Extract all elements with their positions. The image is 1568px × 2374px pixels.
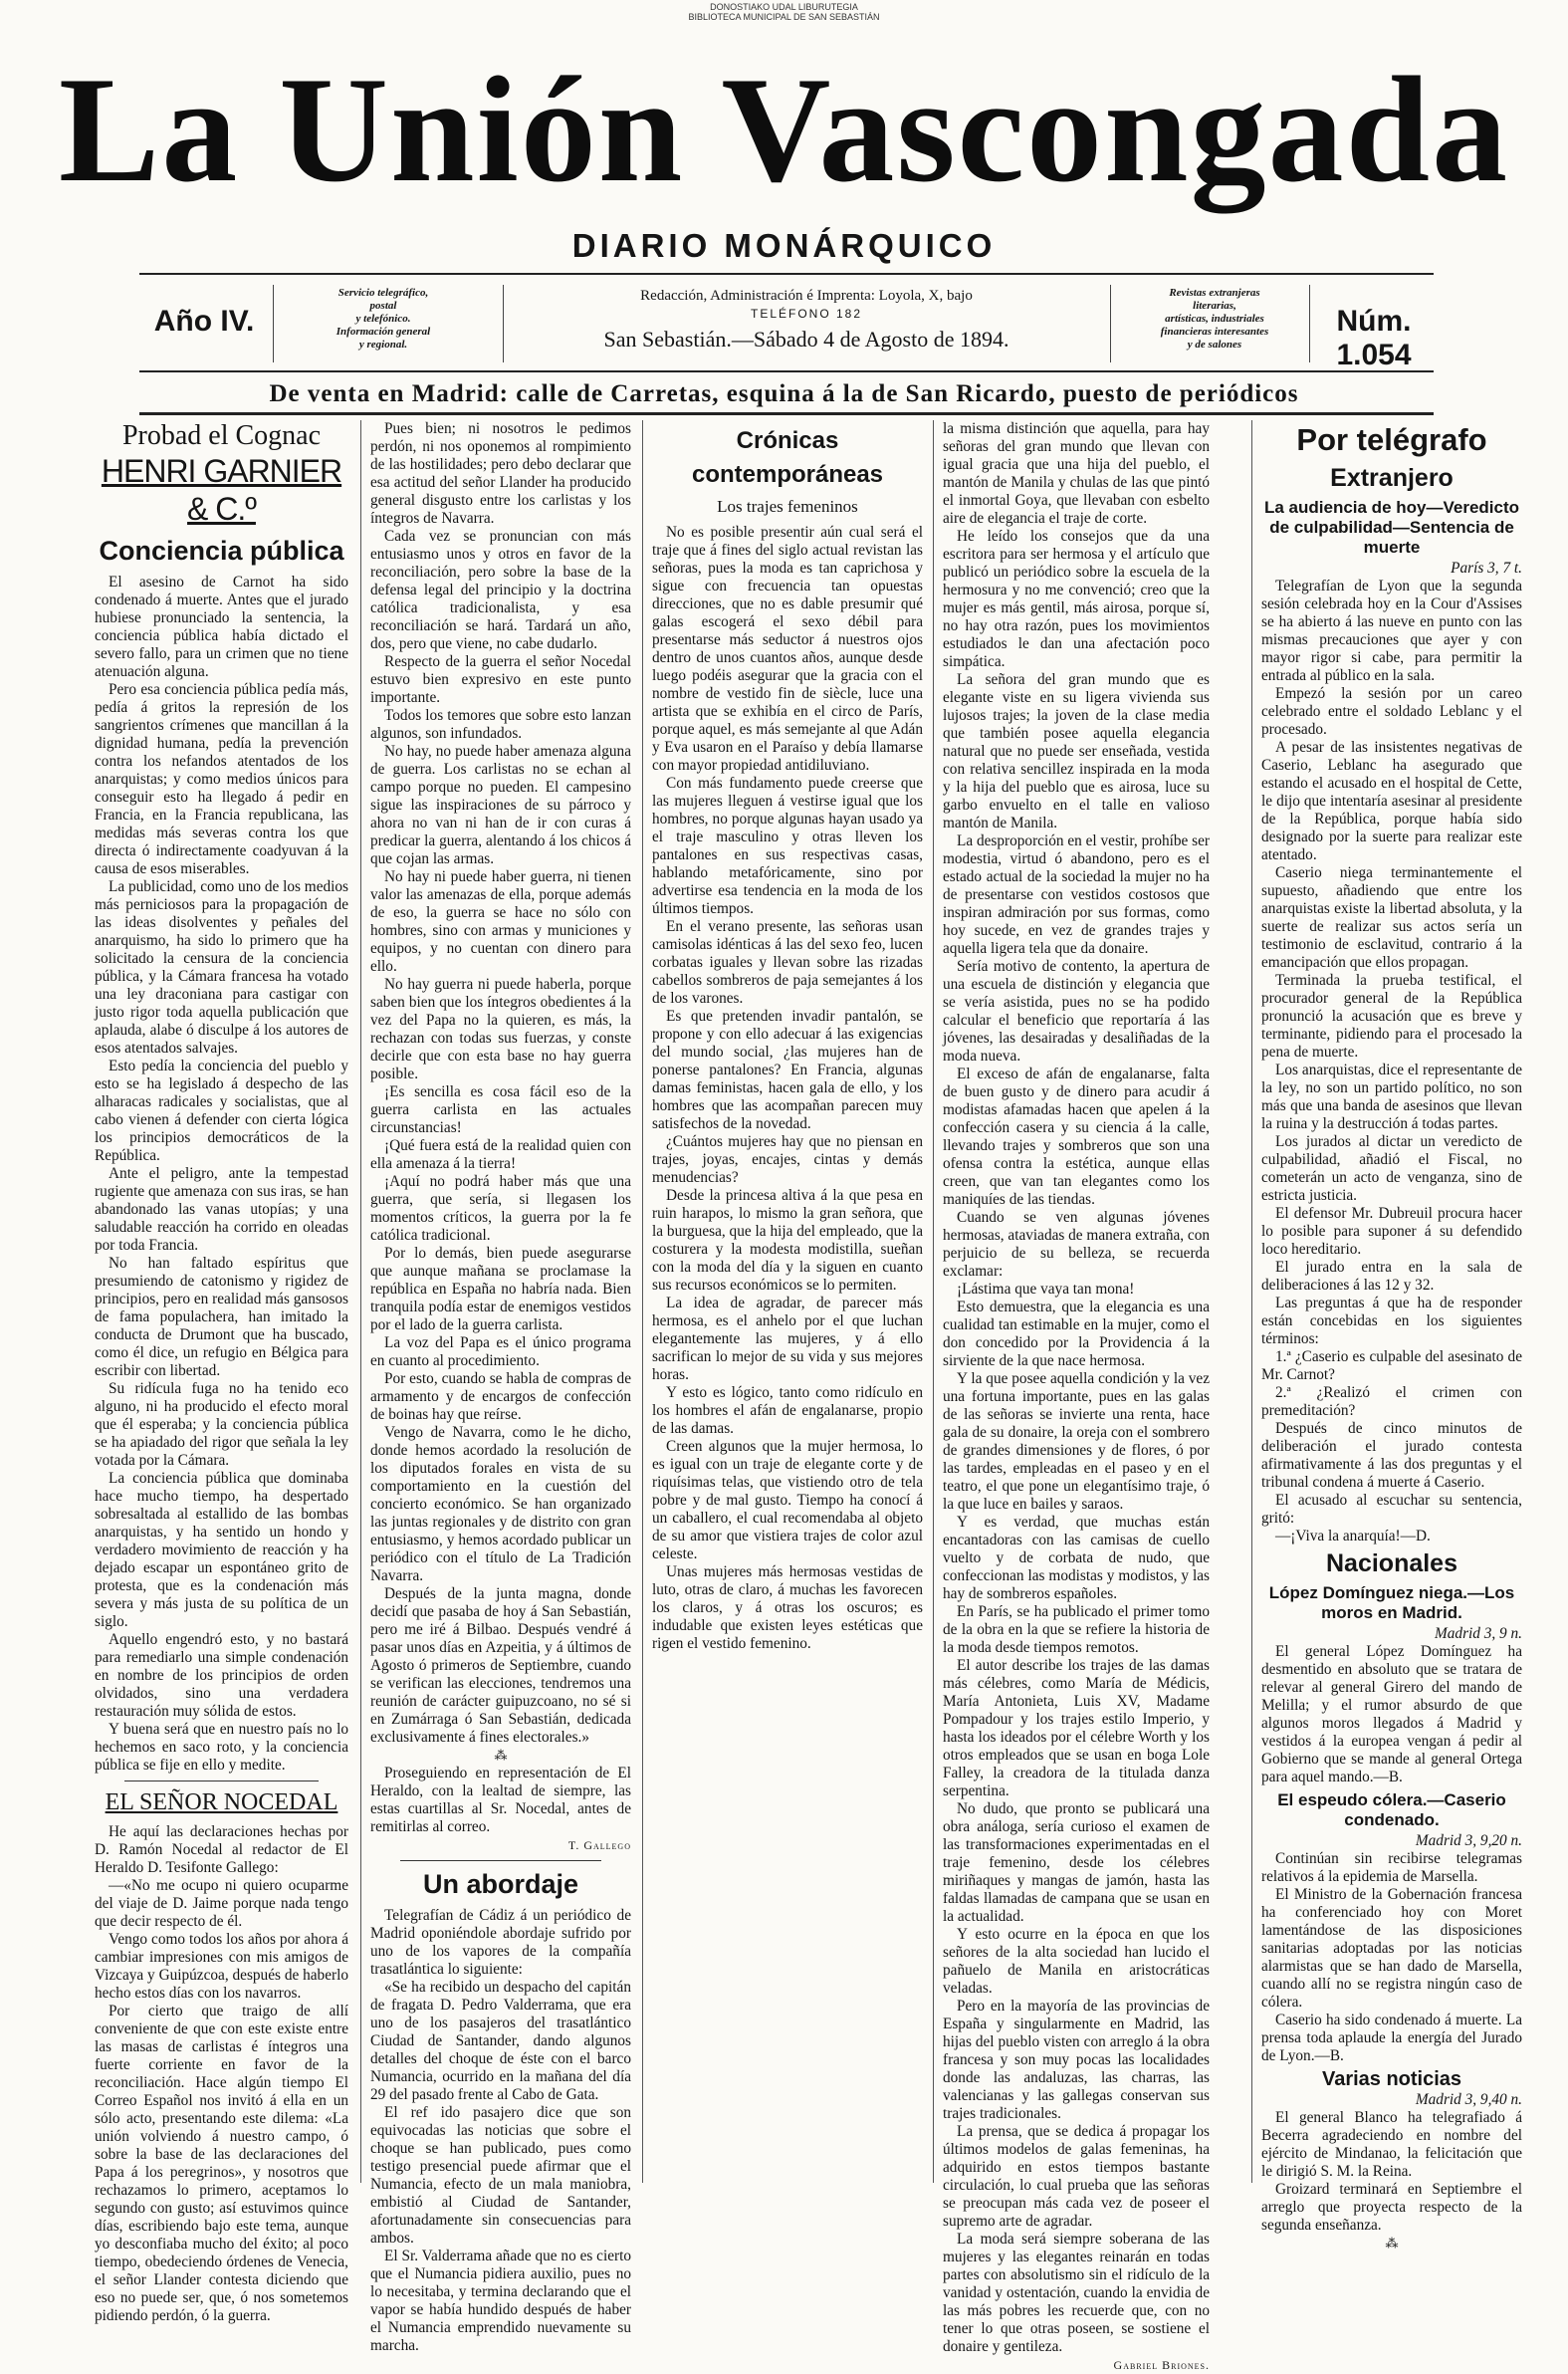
services-line: postal: [369, 300, 397, 312]
paragraph: Los jurados al dictar un veredicto de culpabilidad, añadió el Fiscal, no cometerán un acto de venganza, sino de estricta justicia.: [1261, 1133, 1522, 1204]
reviews-line: literarias,: [1193, 300, 1236, 312]
paragraph: No han faltado espíritus que presumiendo de catonismo y rigidez de principios, pero en realidad más gansosos de fama populachera, han imitado la conducta de Drumont que ha buscado, como él dice, un refugio en Bélgica para escribir con libertad.: [95, 1255, 348, 1379]
paragraph: ¡Qué fuera está de la realidad quien con ella amenaza á la tierra!: [370, 1137, 631, 1172]
paragraph: ¡Aquí no podrá haber más que una guerra, que sería, si llegasen los momentos críticos, la guerra por la fe católica tradicional.: [370, 1173, 631, 1244]
paragraph: —«No me ocupo ni quiero ocuparme del viaje de D. Jaime porque nada tengo que decir respecto de él.: [95, 1877, 348, 1930]
article-subheading: Los trajes femeninos: [717, 497, 858, 516]
cognac-ad-line1: Probad el Cognac: [121, 420, 322, 451]
paragraph: Empezó la sesión por un careo celebrado entre el soldado Leblanc y el procesado.: [1261, 685, 1522, 738]
library-stamp: [0, 2, 1568, 22]
paragraph: El Sr. Valderrama añade que no es cierto que el Numancia pidiera auxilio, pues no lo necesitaba, y termina declarando que el vapor se había hundido después de haber el Numancia emprendido nuevamente su marcha.: [370, 2248, 631, 2354]
paragraph: No es posible presentir aún cual será el traje que á fines del siglo actual revistan las señoras, pues la moda es tan caprichosa y sigue con frecuencia tan opuestas direcciones, que no es dable presumir qué galas escogerá el sexo débil para presentarse más seductor á nuestros ojos dentro de unos cuantos años, aunque desde luego podéis asegurar que la gracia con el nombre de vestido fin de siècle, luce una artista que se exhibía en el circo de París, porque aquel, es más semejante al que Adán y Eva usaron en el Paraíso y debía llamarse con mayor propiedad antidiluviano.: [652, 524, 923, 774]
info-divider: [1110, 285, 1111, 362]
paragraph: Por cierto que traigo de allí conveniente de que con este existe entre las masas de carlistas é íntegros una fuerte corriente en favor de la reconciliación. Hace algún tiempo El Correo Español nos invitó á ella en un sólo acto, presentando este dilema: «La unión volviendo á nuestro campo, ó sobre la base de las declaraciones del Papa á los peregrinos», y nosotros que rechazamos lo primero, aceptamos lo segundo con gusto; así estuvimos quince días, escribiendo bajo este tema, aunque yo desconfiaba mucho del éxito; al poco tiempo, obedeciendo órdenes de Venecia, el señor Llander contesta diciendo que eso no puede ser, que, ó nos sometemos pidiendo perdón, ó la guerra.: [95, 2003, 348, 2324]
paragraph: No hay guerra ni puede haberla, porque saben bien que los íntegros obedientes á la vez del Papa no la quieren, es más, la rechazan con todas sus fuerzas, y conste decirle que con esta base no hay guerra posible.: [370, 976, 631, 1082]
reviews-line: artísticas, industriales: [1165, 313, 1264, 325]
paragraph: Esto demuestra, que la elegancia es una cualidad tan estimable en la mujer, como el don concedido por la Providencia á la sirviente de la que nace hermosa.: [943, 1299, 1210, 1369]
paragraph: Ante el peligro, ante la tempestad rugiente que amenaza con sus iras, se han abandonado las vanas utopías; y una saludable reacción ha corrido en oleadas por toda Francia.: [95, 1165, 348, 1254]
paragraph: La conciencia pública que dominaba hace mucho tiempo, ha despertado sobresaltada al estallido de las bombas anarquistas, y ha sentido un hondo y verdadero movimiento de reacción y ha dejado escapar un espontáneo grito de protesta, que es la condenación más severa y más justa de su política de un siglo.: [95, 1470, 348, 1630]
info-bar: [139, 281, 1434, 371]
paragraph: El asesino de Carnot ha sido condenado á muerte. Antes que el jurado hubiese pronunciado la sentencia, la conciencia pública había dictado el severo fallo, para un crimen que no tiene atenuación alguna.: [95, 574, 348, 680]
services-line: y regional.: [358, 339, 408, 351]
paragraph: He leído los consejos que da una escritora para ser hermosa y el artículo que publicó un periódico sobre la escuela de la hermosura y no me convenció; creo que la mujer es más gentil, más airosa, porque sí, no hay otra razón, pues los movimientos estudiados le dan una afectación poco simpática.: [943, 528, 1210, 670]
paragraph: No dudo, que pronto se publicará una obra análoga, sería curioso el examen de las transformaciones experimentadas en el traje femenino, desde los célebres miriñaques y mangas de jamón, hasta las faldas llamadas de campana que se usan en la actualidad.: [943, 1800, 1210, 1925]
paragraph: Creen algunos que la mujer hermosa, lo es igual con un traje de elegante corte y de riquísimas telas, que vistiendo otro de tela pobre y de mal gusto. Tiempo ha conocí á un caballero, el cual recomendaba al objeto de su amor que vistiera trajes de color azul celeste.: [652, 1438, 923, 1562]
section-heading: Extranjero: [1330, 464, 1454, 492]
paragraph: Esto pedía la conciencia del pueblo y esto se ha legislado á despecho de las alharacas radicales y socialistas, que al cabo vienen á defender con cierta lógica los principios democráticos de la República.: [95, 1058, 348, 1164]
paragraph: La señora del gran mundo que es elegante viste en su ligera vivienda sus lujosos trajes; la joven de la clase media que también posee aquella elegancia natural que no puede ser enseñada, vestida con relativa sencillez inspirada en la moda y la hija del pueblo que es airosa, luce su garbo envuelto en el talle en valioso mantón de Manila.: [943, 671, 1210, 831]
paragraph: El autor describe los trajes de las damas más célebres, como María de Médicis, María Antonieta, Luis XV, Madame Pompadour y los trajes estilo Imperio, y hasta los ideados por el célebre Worth y los otros empleados que se usan en boga Lole Falley, la creadora de la titulada danza serpentina.: [943, 1657, 1210, 1799]
paragraph: Por lo demás, bien puede asegurarse que aunque mañana se proclamase la república en España no habría nada. Bien tranquila podía estar de enemigos vestidos por el lado de la guerra carlista.: [370, 1245, 631, 1333]
paragraph: Aquello engendró esto, y no bastará para remediarlo una simple condenación en nombre de los principios de orden olvidados, sino una verdadera restauración muy sólida de estos.: [95, 1631, 348, 1720]
news-headline: Varias noticias: [1321, 2068, 1462, 2090]
column-divider: [360, 420, 361, 2183]
paragraph: No hay, no puede haber amenaza alguna de guerra. Los carlistas no se echan al campo porque no pueden. El campesino sigue las inspiraciones de su párroco y ahora no van ni han de ir con curas á predicar la guerra, alentando á los chicos á que cojan las armas.: [370, 743, 631, 867]
paragraph: —¡Viva la anarquía!—D.: [1275, 1528, 1431, 1544]
phone: TELÉFONO 182: [750, 307, 863, 321]
paragraph: Todos los temores que sobre esto lanzan algunos, son infundados.: [370, 707, 631, 742]
paragraph: No hay ni puede haber guerra, ni tienen valor las amenazas de ella, porque además de eso, la guerra se hace no sólo con hombres, sino con armas y municiones y equipos, y no cuentan con dinero para ello.: [370, 868, 631, 975]
issue-year: Año IV.: [153, 305, 255, 338]
column-1: [95, 420, 348, 2324]
services-box: [279, 287, 488, 352]
signature: Gabriel Briones.: [1113, 2358, 1210, 2372]
info-divider: [503, 285, 504, 362]
paragraph: Desde la princesa altiva á la que pesa en ruin harapos, lo mismo la gran señora, que la burguesa, que la hija del empleado, que la costurera y la modesta modistilla, sueñan con la moda del día y la siguen en cuanto sus recursos económicos se lo permiten.: [652, 1187, 923, 1294]
paragraph: Groizard terminará en Septiembre el arreglo que proyecta respecto de la segunda enseñanza.: [1261, 2181, 1522, 2234]
info-divider: [273, 285, 274, 362]
section-heading: Nacionales: [1325, 1549, 1457, 1577]
paragraph: Es que pretenden invadir pantalón, se propone y con ello adecuar á las exigencias del mundo social, ¿las mujeres han de ponerse pantalones? En Francia, algunas damas feministas, hacen gala de ello, y los hombres que las acompañan parecen muy satisfechos de la novedad.: [652, 1008, 923, 1132]
paragraph: Sería motivo de contento, la apertura de una escuela de distinción y elegancia que se vería asistida, pues no se ha podido calcular el beneficio que reportaría á las jóvenes, las desairadas y desaliñadas de la moda nueva.: [943, 958, 1210, 1065]
paragraph: El general Blanco ha telegrafiado á Becerra agradeciendo en nombre del ejército de Mindanao, la felicitación que le dirigió S. M. la Reina.: [1261, 2109, 1522, 2180]
paragraph: El jurado entra en la sala de deliberaciones á las 12 y 32.: [1261, 1259, 1522, 1294]
paragraph: la misma distinción que aquella, para hay señoras del gran mundo que llevan con igual gracia que una hija del pueblo, el mantón de Manila y chulas de las que pintó el inmortal Goya, que llevaban con esbelto aire de elegancia el traje de corte.: [943, 420, 1210, 527]
column-3: [652, 420, 923, 2183]
reviews-line: financieras interesantes: [1160, 326, 1269, 338]
paragraph: La prensa, que se dedica á propagar los últimos modelos de galas femeninas, ha adquirido en estos tiempos bastante circulación, lo cual prueba que las señoras se preocupan más cada vez de poseer el supremo arte de agradar.: [943, 2123, 1210, 2230]
top-rule: [139, 273, 1434, 275]
issue-date: San Sebastián.—Sábado 4 de Agosto de 1894.: [603, 327, 1009, 352]
reviews-line: Revistas extranjeras: [1169, 287, 1260, 299]
dateline: Madrid 3, 9,40 n.: [1415, 2091, 1522, 2108]
paragraph: La voz del Papa es el único programa en cuanto al procedimiento.: [370, 1334, 631, 1369]
paragraph: Los anarquistas, dice el representante de la ley, no son un partido político, no son más que una banda de asesinos que llevan la ruina y la destrucción á todas partes.: [1261, 1062, 1522, 1132]
dateline: París 3, 7 t.: [1451, 560, 1522, 577]
paragraph: La idea de agradar, de parecer más hermosa, es el anhelo por el que luchan elegantemente las mujeres, y á ello sacrifican lo mejor de su vida y sus mejores horas.: [652, 1295, 923, 1383]
masthead-title: La Unión Vascongada: [58, 46, 1510, 213]
services-line: Información general: [336, 326, 431, 338]
paragraph: Con más fundamento puede creerse que las mujeres lleguen á vestirse igual que los hombres, no porque algunas hayan usado ya el traje masculino y otras lleven los pantalones en sus respectivas casas, hablando metafóricamente, sino por advertirse esa tendencia en la moda de los últimos tiempos.: [652, 775, 923, 917]
paragraph: Vengo como todos los años por ahora á cambiar impresiones con mis amigos de Vizcaya y Guipúzcoa, después de haberlo hecho estos días con los navarros.: [95, 1931, 348, 2002]
news-headline: López Domínguez niega.—Los moros en Madrid.: [1268, 1583, 1515, 1622]
dateline: Madrid 3, 9 n.: [1435, 1625, 1522, 1642]
info-divider: [1309, 285, 1310, 362]
article-heading: Un abordaje: [422, 1869, 579, 1899]
paragraph: Después de la junta magna, donde decidí que pasaba de hoy á San Sebastián, pero me iré á Bilbao. Después vendré á pasar unos días en Azpeitia, y á últimos de Agosto ó primeros de Septiembre, cuando se verifican las elecciones, tendremos una reunión de carácter guipuzcoano, no sé si en Zumárraga ó San Sebastián, dedicada exclusivamente á fines electorales.»: [370, 1585, 631, 1746]
address-box: [518, 287, 1095, 352]
paragraph: El ref ido pasajero dice que son equivocadas las noticias que sobre el choque se han publicado, pues como testigo presencial puede afirmar que el Numancia, efecto de un mala maniobra, embistió al Ciudad de Santander, afortunadamente sin consecuencias para ambos.: [370, 2104, 631, 2247]
column-divider: [1251, 420, 1252, 2183]
paragraph: Y es verdad, que muchas están encantadoras con las camisas de cuello vuelto y de corbata de nudo, que confeccionan las modistas y modistos, y las hay de sombreros españoles.: [943, 1514, 1210, 1602]
paragraph: En París, se ha publicado el primer tomo de la obra en la que se refiere la historia de la moda desde tiempos remotos.: [943, 1603, 1210, 1656]
paragraph: Pero esa conciencia pública pedía más, pedía á gritos la represión de los sangrientos crímenes que mancillan á la dignidad humana, pedía la prevención contra los nefandos atentados de los anarquistas; y como medios únicos para conseguir esto ha llegado á pedir en Francia, en la Francia republicana, las medidas más severas contra los que directa ó indirectamente coadyuvan á la causa de esos miserables.: [95, 681, 348, 877]
paragraph: Y buena será que en nuestro país no lo hechemos en saco roto, y la conciencia pública se fije en ello y medite.: [95, 1721, 348, 1774]
stamp-line-2: BIBLIOTECA MUNICIPAL DE SAN SEBASTIÁN: [688, 12, 880, 22]
paragraph: Telegrafían de Lyon que la segunda sesión celebrada hoy en la Cour d'Assises se ha abierto á las nueve en punto con las mismas precauciones que ayer y con mayor rigor si cabe, para permitir la entrada al público en la sala.: [1261, 578, 1522, 684]
paragraph: Cuando se ven algunas jóvenes hermosas, ataviadas de manera extraña, con perjuicio de su belleza, se recuerda exclamar:: [943, 1209, 1210, 1280]
article-heading: Crónicas contemporáneas: [691, 427, 884, 488]
column-divider: [933, 420, 934, 2183]
news-headline: La audiencia de hoy—Veredicto de culpabilidad—Sentencia de muerte: [1263, 498, 1520, 557]
paragraph: Unas mujeres más hermosas vestidas de luto, otras de claro, á muchas les favorecen los claros, y á otras los oscuros; es indudable que existen leyes estéticas que rigen el vestido femenino.: [652, 1563, 923, 1652]
paragraph: Vengo de Navarra, como le he dicho, donde hemos acordado la resolución de los diputados forales en vista de su comportamiento en la cuestión del concierto económico. Se han organizado las juntas regionales y de distrito con gran entusiasmo, y hemos acordado publicar un periódico con el título de La Tradición Navarra.: [370, 1424, 631, 1584]
paragraph: La publicidad, como uno de los medios más perniciosos para la propagación de las ideas disolventes y peñales del anarquismo, ha sido lo primero que ha solicitado la censura de la conciencia pública, y la Cámara francesa ha votado una ley draconiana para castigar con justo rigor toda aquella publicación que aplauda, alabe ó disculpe á los autores de esos atentados salvajes.: [95, 878, 348, 1057]
paragraph: El exceso de afán de engalanarse, falta de buen gusto y de dinero para acudir á modistas afamadas hacen que apelen á la confección casera y su ciencia á la calle, llevando trajes y sombreros que son una ofensa contra la estética, aunque ellas creen, que van tan elegantes como los maniquíes de las tiendas.: [943, 1066, 1210, 1208]
paragraph: 1.ª ¿Caserio es culpable del asesinato de Mr. Carnot?: [1261, 1348, 1522, 1383]
divider: [400, 1860, 601, 1861]
asterism: ⁂: [494, 1748, 508, 1763]
column-5: [1261, 420, 1522, 2251]
services-line: Servicio telegráfico,: [337, 287, 429, 299]
paragraph: Caserio ha sido condenado á muerte. La prensa toda aplaude la energía del Jurado de Lyon.—B.: [1261, 2012, 1522, 2064]
paragraph: Por esto, cuando se habla de compras de armamento y de encargos de confección de boinas hay que reírse.: [370, 1370, 631, 1423]
paragraph: Respecto de la guerra el señor Nocedal estuvo bien expresivo en este punto importante.: [370, 653, 631, 706]
paragraph: Cada vez se pronuncian con más entusiasmo unos y otros en favor de la reconciliación, pero sobre la base de la defensa legal del principio y la doctrina católica tradicionalista, y esa reconciliación se hará. Tardará un año, dos, pero que viene, no cabe dudarlo.: [370, 528, 631, 652]
article-heading: Conciencia pública: [99, 536, 344, 566]
paragraph: ¡Lástima que vaya tan mona!: [957, 1281, 1135, 1298]
paragraph: El Ministro de la Gobernación francesa ha conferenciado hoy con Moret lamentándose de las disposiciones sanitarias adoptadas por las noticias alarmistas que se han dado de Marsella, cuando allí no se registra ningún caso de cólera.: [1261, 1886, 1522, 2011]
paragraph: ¿Cuántos mujeres hay que no piensan en trajes, joyas, encajes, cintas y demás menudencias?: [652, 1133, 923, 1186]
paragraph: La desproporción en el vestir, prohíbe ser modestia, virtud ó abandono, pero es el estado actual de la sociedad la mujer no ha de presentarse con vestidos costosos que inspiran admiración por sus formas, como hoy sucede, en vez de grandes trajes y aquella ligera tela que da donaire.: [943, 832, 1210, 957]
paragraph: «Se ha recibido un despacho del capitán de fragata D. Pedro Valderrama, que era uno de los pasajeros del trasatlántico Ciudad de Santander, dando algunos detalles del choque de éste con el barco Numancia, ocurrido en la mañana del día 29 del pasado frente al Cabo de Gata.: [370, 1979, 631, 2103]
signature: T. Gallego: [567, 1838, 631, 1852]
paragraph: Continúan sin recibirse telegramas relativos á la epidemia de Marsella.: [1261, 1850, 1522, 1885]
paragraph: Pues bien; ni nosotros le pedimos perdón, ni nos oponemos al rompimiento de las hostilidades; pero debo declarar que esa actitud del señor Llander ha producido general disgusto entre los carlistas y los íntegros de Navarra.: [370, 420, 631, 527]
reviews-box: [1125, 287, 1304, 352]
masthead-subtitle: DIARIO MONÁRQUICO: [571, 227, 997, 264]
asterism: ⁂: [1385, 2236, 1399, 2251]
paragraph: Caserio niega terminantemente el supuesto, añadiendo que entre los anarquistas existe la libertad absoluta, y la suerte de realizar sus actos sería un testimonio de esclavitud, contrario á la emancipación que ellos propagan.: [1261, 864, 1522, 971]
column-4: [943, 420, 1210, 2372]
paragraph: En el verano presente, las señoras usan camisolas idénticas á las del sexo feo, lucen corbatas iguales y llevan sobre las rizadas cabellos sombreros de paja semejantes á los de los varones.: [652, 918, 923, 1007]
dateline: Madrid 3, 9,20 n.: [1415, 1832, 1522, 1849]
paragraph: A pesar de las insistentes negativas de Caserio, Leblanc ha asegurado que estando el acusado en el hospital de Cette, le dijo que intentaría asesinar al presidente de la República, porque había sido designado por la suerte para realizar este atentado.: [1261, 739, 1522, 863]
news-headline: El espeudo cólera.—Caserio condenado.: [1277, 1790, 1506, 1829]
paragraph: Después de cinco minutos de deliberación el jurado contesta afirmativamente á las dos preguntas y el tribunal condena á muerte á Caserio.: [1261, 1420, 1522, 1491]
section-heading: Por telégrafo: [1296, 422, 1487, 457]
paragraph: Terminada la prueba testifical, el procurador general de la República pronunció la acusación que es breve y terminante, pidiendo para el procesado la pena de muerte.: [1261, 972, 1522, 1061]
paragraph: Y la que posee aquella condición y la vez una fortuna importante, pues en las galas de las señoras se invierte una renta, hace gala de su donaire, la oreja con el sombrero de grandes dimensiones y de flores, ó por las tardes, empleadas en el paseo y en el teatro, el que pone un elegantísimo traje, ó la que luce en bailes y saraos.: [943, 1370, 1210, 1513]
paragraph: Proseguiendo en representación de El Heraldo, con la lealtad de siempre, las estas cuartillas al Sr. Nocedal, antes de remitirlas al correo.: [370, 1765, 631, 1835]
paragraph: Su ridícula fuga no ha tenido eco alguno, ni ha producido el efecto moral que él esperaba; y la conciencia pública se ha apiadado del rigor que señala la ley votada por la Cámara.: [95, 1380, 348, 1469]
paragraph: 2.ª ¿Realizó el crimen con premeditación?: [1261, 1384, 1522, 1419]
bottom-rule: [139, 412, 1434, 415]
paragraph: Las preguntas á que ha de responder están concebidas en los siguientes términos:: [1261, 1295, 1522, 1347]
stamp-line-1: DONOSTIAKO UDAL LIBURUTEGIA: [710, 2, 858, 12]
address: Redacción, Administración é Imprenta: Loyola, X, bajo: [640, 288, 973, 304]
article-heading: EL SEÑOR NOCEDAL: [105, 1789, 338, 1815]
paragraph: Y esto ocurre en la época en que los señores de la alta sociedad han lucido el pañuelo de Manila en aristocráticas veladas.: [943, 1926, 1210, 1997]
paragraph: La moda será siempre soberana de las mujeres y las elegantes reinarán en todas partes con absolutismo sin el ridículo de la vanidad y ostentación, cuando la envidia de las más pobres les recuerde que, con no tener lo que otras poseen, se sostiene el donaire y gentileza.: [943, 2231, 1210, 2355]
column-divider: [642, 420, 643, 2183]
cognac-ad-brand: HENRI GARNIER & C.º: [101, 453, 342, 527]
paragraph: Y esto es lógico, tanto como ridículo en los hombres el afán de engalanarse, propio de las damas.: [652, 1384, 923, 1437]
services-line: y telefónico.: [355, 313, 411, 325]
paragraph: He aquí las declaraciones hechas por D. Ramón Nocedal al redactor de El Heraldo D. Tesifonte Gallego:: [95, 1823, 348, 1876]
reviews-line: y de salones: [1187, 339, 1242, 351]
paragraph: El acusado al escuchar su sentencia, gritó:: [1261, 1492, 1522, 1527]
paragraph: ¡Es sencilla es cosa fácil eso de la guerra carlista en las actuales circunstancias!: [370, 1083, 631, 1136]
mid-rule: [139, 370, 1434, 372]
paragraph: El defensor Mr. Dubreuil procura hacer lo posible para suponer á su defendido loco hereditario.: [1261, 1205, 1522, 1258]
sale-notice: De venta en Madrid: calle de Carretas, esquina á la de San Ricardo, puesto de periódicos: [269, 380, 1299, 407]
column-2: [370, 420, 631, 2354]
paragraph: El general López Domínguez ha desmentido en absoluto que se tratara de relevar al general Girero del mando de Melilla; y el rumor absurdo de que algunos moros llegados á Madrid y vestidos á la europea vengan á pedir al Gobierno que se mande al general Ortega para aquel mando.—B.: [1261, 1643, 1522, 1785]
paragraph: Pero en la mayoría de las provincias de España y singularmente en Madrid, las hijas del pueblo visten con arreglo á la obra francesa y son muy pocas las localidades donde las andaluzas, las charras, las valencianas y las gallegas conservan sus trajes tradicionales.: [943, 1998, 1210, 2122]
issue-number: Núm. 1.054: [1336, 305, 1412, 371]
paragraph: Telegrafían de Cádiz á un periódico de Madrid oponiéndole abordaje sufrido por uno de los vapores de la compañía trasatlántica lo siguiente:: [370, 1907, 631, 1978]
divider: [124, 1780, 319, 1781]
